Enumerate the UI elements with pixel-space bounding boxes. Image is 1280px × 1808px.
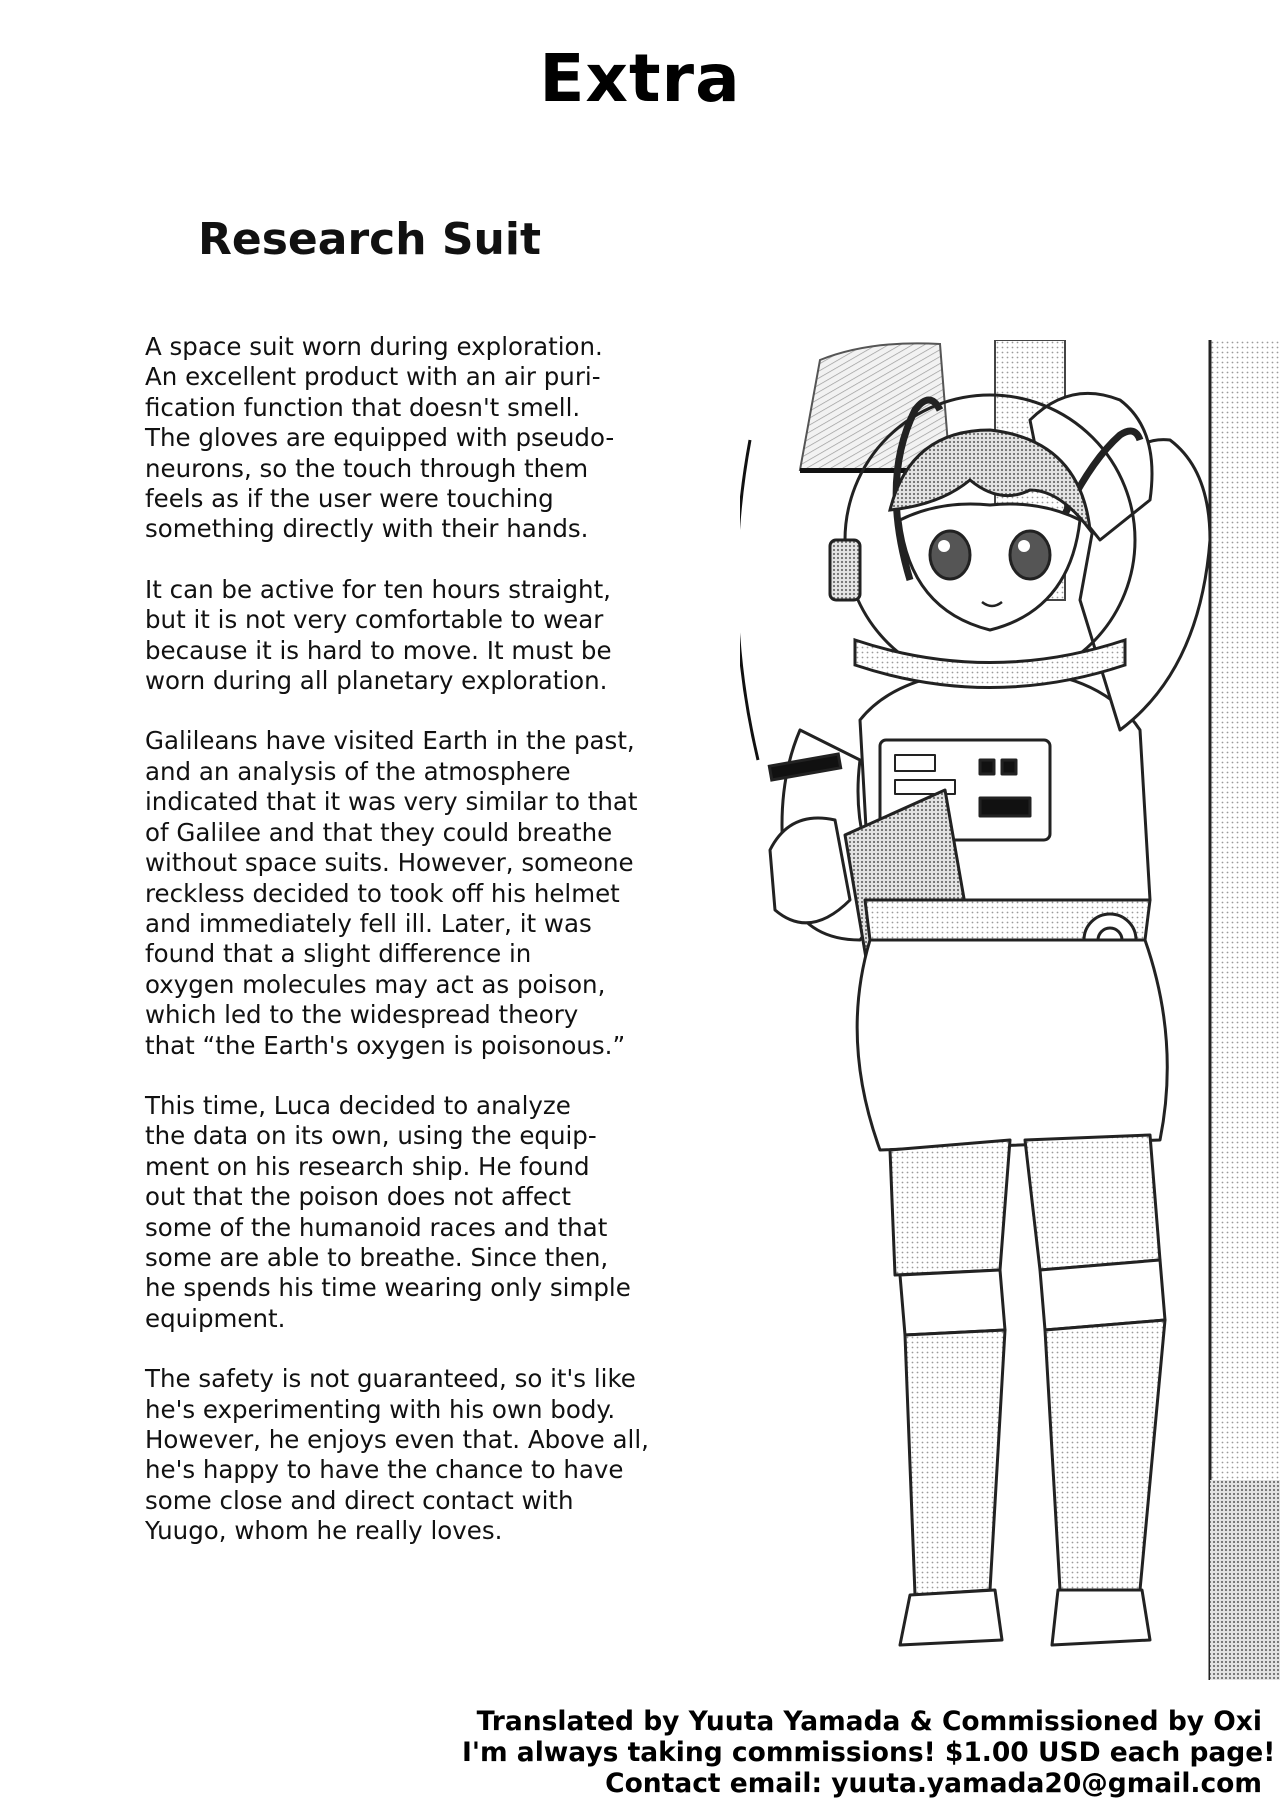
text-line: of Galilee and that they could breathe — [145, 817, 613, 847]
text-line: which led to the widespread theory — [145, 1000, 579, 1030]
text-line: fication function that doesn't smell. — [145, 392, 581, 422]
text-line: This time, Luca decided to analyze — [145, 1090, 571, 1120]
text-line: Galileans have visited Earth in the past, — [145, 726, 635, 756]
text-line: However, he enjoys even that. Above all, — [145, 1425, 649, 1454]
credits-commission-line: I'm always taking commissions! $1.00 USD each page! — [462, 1737, 1276, 1768]
paragraph-2 — [145, 575, 745, 697]
text-line: and an analysis of the atmosphere — [145, 756, 571, 786]
text-line: and immediately fell ill. Later, it was — [145, 908, 592, 938]
paragraph-1 — [145, 332, 745, 545]
text-line: The safety is not guaranteed, so it's like — [145, 1364, 636, 1394]
text-line: indicated that it was very similar to that — [145, 787, 638, 817]
description-text — [145, 332, 745, 1577]
text-line: out that the poison does not affect — [145, 1182, 571, 1212]
text-line: some are able to breathe. Since then, — [145, 1242, 609, 1272]
text-line: Yuugo, whom he really loves. — [145, 1516, 503, 1546]
paragraph-4 — [145, 1091, 745, 1334]
text-line: neurons, so the touch through them — [145, 453, 589, 483]
text-line: something directly with their hands. — [145, 514, 589, 544]
text-line: he's experimenting with his own body. — [145, 1394, 616, 1424]
text-line: he spends his time wearing only simple — [145, 1273, 631, 1303]
text-line: that “the Earth's oxygen is poisonous.” — [145, 1030, 626, 1060]
paragraph-5 — [145, 1364, 745, 1546]
text-line: oxygen molecules may act as poison, — [145, 969, 606, 999]
text-line: some of the humanoid races and that — [145, 1212, 608, 1242]
text-line: An excellent product with an air puri- — [145, 362, 601, 392]
text-line: because it is hard to move. It must be — [145, 635, 612, 665]
text-line: It can be active for ten hours straight, — [145, 574, 611, 604]
text-line: he's happy to have the chance to have — [145, 1455, 624, 1485]
text-line: the data on its own, using the equip- — [145, 1121, 597, 1151]
credits-contact-line: Contact email: yuuta.yamada20@gmail.com — [605, 1768, 1262, 1799]
text-line: ment on his research ship. He found — [145, 1151, 590, 1181]
page-title: Extra — [539, 40, 741, 117]
text-line: worn during all planetary exploration. — [145, 666, 608, 696]
text-line: found that a slight difference in — [145, 939, 532, 969]
text-line: A space suit worn during exploration. — [145, 332, 603, 361]
astronaut-illustration — [740, 340, 1280, 1680]
text-line: feels as if the user were touching — [145, 484, 554, 514]
text-line: reckless decided to took off his helmet — [145, 878, 620, 908]
text-line: some close and direct contact with — [145, 1485, 574, 1515]
text-line: without space suits. However, someone — [145, 848, 634, 878]
text-line: equipment. — [145, 1303, 286, 1333]
translation-credits — [462, 1706, 1276, 1799]
text-line: but it is not very comfortable to wear — [145, 605, 604, 635]
credits-translator-line: Translated by Yuuta Yamada & Commissioned by Oxi — [476, 1706, 1262, 1737]
text-line: The gloves are equipped with pseudo- — [145, 423, 615, 453]
section-title: Research Suit — [198, 214, 541, 265]
paragraph-3 — [145, 726, 745, 1060]
